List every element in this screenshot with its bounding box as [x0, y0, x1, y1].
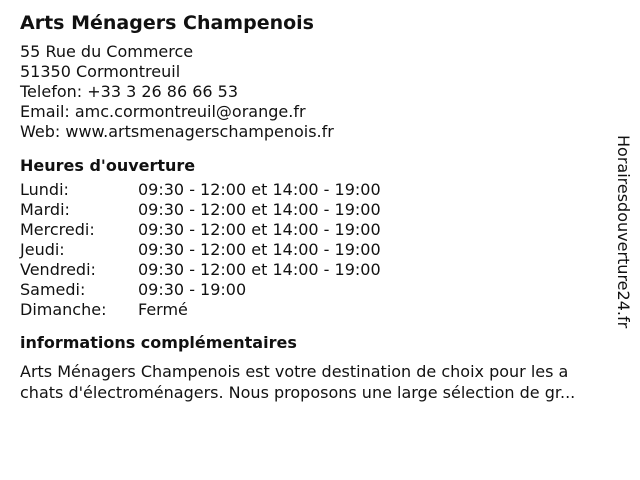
site-watermark: Horairesdouverture24.fr [614, 135, 633, 329]
info-heading: informations complémentaires [20, 333, 297, 352]
time-range: Fermé [138, 300, 188, 319]
day-label: Lundi: [20, 180, 69, 199]
time-range: 09:30 - 19:00 [138, 280, 247, 299]
description-line: Arts Ménagers Champenois est votre destination de choix pour les a [20, 362, 569, 381]
phone-number: Telefon: +33 3 26 86 66 53 [20, 82, 239, 101]
hours-row-friday [20, 260, 615, 280]
time-range: 09:30 - 12:00 et 14:00 - 19:00 [138, 240, 381, 259]
business-name: Arts Ménagers Champenois [20, 12, 314, 34]
time-range: 09:30 - 12:00 et 14:00 - 19:00 [138, 260, 381, 279]
website-url: Web: www.artsmenagerschampenois.fr [20, 122, 334, 141]
address-block [20, 42, 615, 142]
info-description [20, 361, 615, 403]
day-label: Mardi: [20, 200, 70, 219]
hours-row-tuesday [20, 200, 615, 220]
hours-row-sunday [20, 300, 615, 320]
email-address: Email: amc.cormontreuil@orange.fr [20, 102, 306, 121]
hours-row-monday [20, 180, 615, 200]
opening-hours-table [20, 180, 615, 320]
hours-row-saturday [20, 280, 615, 300]
day-label: Jeudi: [20, 240, 65, 259]
business-card [20, 10, 615, 403]
time-range: 09:30 - 12:00 et 14:00 - 19:00 [138, 220, 381, 239]
hours-row-wednesday [20, 220, 615, 240]
street-address: 55 Rue du Commerce [20, 42, 194, 61]
description-line: chats d'électroménagers. Nous proposons une large sélection de gr... [20, 383, 576, 402]
city-postal: 51350 Cormontreuil [20, 62, 181, 81]
time-range: 09:30 - 12:00 et 14:00 - 19:00 [138, 180, 381, 199]
day-label: Mercredi: [20, 220, 95, 239]
hours-heading: Heures d'ouverture [20, 156, 196, 175]
day-label: Samedi: [20, 280, 86, 299]
day-label: Dimanche: [20, 300, 107, 319]
day-label: Vendredi: [20, 260, 96, 279]
time-range: 09:30 - 12:00 et 14:00 - 19:00 [138, 200, 381, 219]
hours-row-thursday [20, 240, 615, 260]
